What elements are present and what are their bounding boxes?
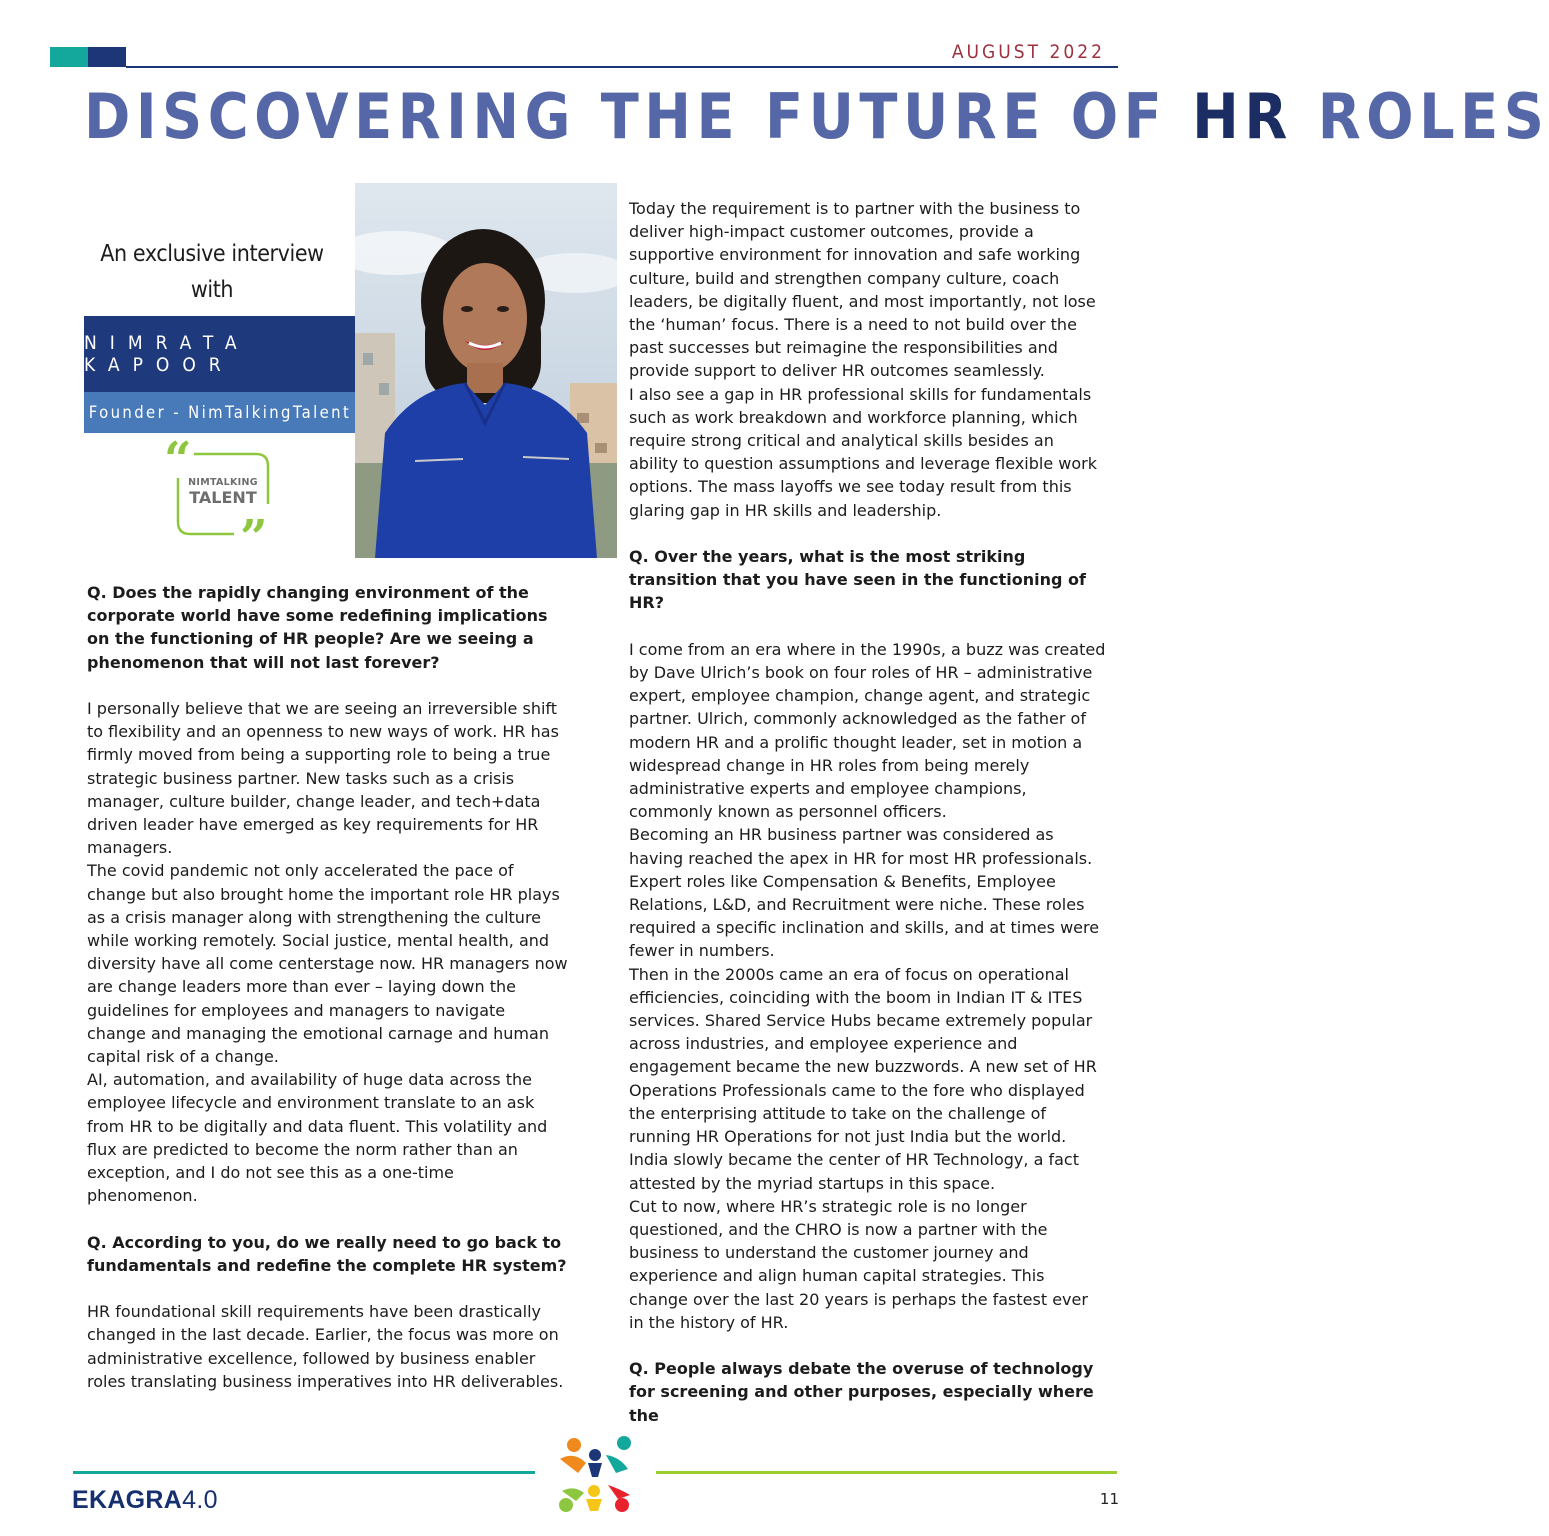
magazine-brand: [72, 1486, 218, 1515]
footer-rule-teal: [73, 1471, 535, 1474]
interviewee-name: NIMRATA KAPOOR: [84, 316, 356, 392]
svg-text:”: ”: [240, 510, 268, 566]
question-3: Q. Over the years, what is the most striking transition that you have seen in the functioning of HR?: [629, 547, 1086, 613]
question-2: Q. According to you, do we really need to go back to fundamentals and redefine the complete HR system?: [87, 1232, 567, 1275]
answer-3-paragraph-4: Cut to now, where HR’s strategic role is no longer questioned, and the CHRO is now a partner with the business to understand the customer journey and experience and align human capital strategies. This change over the last 20 years is perhaps the fastest ever in the history of HR.: [629, 1196, 1088, 1332]
interviewee-role: Founder - NimTalkingTalent: [84, 392, 356, 433]
answer-2-paragraph-3: I also see a gap in HR professional skills for fundamentals such as work breakdown and workforce planning, which require strong critical and analytical skills besides an ability to question assumptions and leverage flexible work options. The mass layoffs we see today result from this glaring gap in HR skills and leadership.: [629, 384, 1097, 520]
header-accent-navy: [88, 47, 126, 67]
answer-2-paragraph-2: Today the requirement is to partner with the business to deliver high-impact customer outcomes, provide a supportive environment for innovation and safe working culture, build and strengthen company culture, coach leaders, be digitally fluent, and most importantly, not lose the ‘human’ focus. There is a need to not build over the past successes but reimagine the responsibilities and provide support to deliver HR outcomes seamlessly.: [629, 199, 1096, 381]
article-right-column: [629, 197, 1107, 1427]
people-circle-logo-icon: [554, 1433, 636, 1515]
question-1: Q. Does the rapidly changing environment of the corporate world have some redefining implications on the functioning of HR people? Are we seeing a phenomenon that will not last forever?: [87, 583, 548, 672]
intro-line-1: An exclusive interview: [100, 241, 324, 267]
title-part-1: DISCOVERING THE FUTURE OF: [84, 80, 1193, 153]
page-title: [84, 78, 1549, 156]
answer-1-paragraph-1: I personally believe that we are seeing an irreversible shift to flexibility and an openness to new ways of work. HR has firmly moved from being a supporting role to being a true strategic business partner. New tasks such as a crisis manager, culture builder, change leader, and tech+data driven leader have emerged as key requirements for HR managers.: [87, 699, 559, 858]
header-rule: [126, 66, 1118, 68]
title-part-3: ROLES: [1292, 80, 1549, 153]
intro-line-2: with: [190, 277, 234, 303]
answer-3-paragraph-3: Then in the 2000s came an era of focus on operational efficiencies, coinciding with the boom in Indian IT & ITES services. Shared Service Hubs became extremely popular across industries, and employee experience and engagement became the new buzzwords. A new set of HR Operations Professionals came to the fore who displayed the enterprising attitude to take on the challenge of running HR Operations for not just India but the world. India slowly became the center of HR Technology, a fact attested by the myriad startups in this space.: [629, 964, 1097, 1193]
svg-text:“: “: [164, 432, 192, 488]
article-left-column: [87, 581, 569, 1393]
issue-date: AUGUST 2022: [951, 41, 1105, 63]
question-4: Q. People always debate the overuse of technology for screening and other purposes, especially where the: [629, 1359, 1094, 1425]
answer-3-paragraph-1: I come from an era where in the 1990s, a buzz was created by Dave Ulrich’s book on four roles of HR – administrative expert, employee champion, change agent, and strategic partner. Ulrich, commonly acknowledged as the father of modern HR and a prolific thought leader, set in motion a widespread change in HR roles from being merely administrative experts and employee champions, commonly known as personnel officers.: [629, 639, 1106, 822]
logo-line-2: TALENT: [189, 487, 257, 507]
portrait-image: [355, 183, 617, 558]
page-number: 11: [1099, 1490, 1119, 1508]
interviewee-photo: [355, 183, 617, 558]
brand-bold: EKAGRA: [72, 1486, 183, 1514]
answer-1-paragraph-3: AI, automation, and availability of huge data across the employee lifecycle and environment translate to an ask from HR to be digitally and data fluent. This volatility and flux are predicted to become the norm rather than an exception, and I do not see this as a one-time phenomenon.: [87, 1070, 548, 1206]
answer-1-paragraph-2: The covid pandemic not only accelerated the pace of change but also brought home the important role HR plays as a crisis manager along with strengthening the culture while working remotely. Social justice, mental health, and diversity have all come centerstage now. HR managers now are change leaders more than ever – laying down the guidelines for employees and managers to navigate change and managing the emotional carnage and human capital risk of a change.: [87, 861, 568, 1067]
intro-text: [84, 236, 340, 308]
nimtalking-talent-logo: [164, 432, 282, 566]
footer-rule-green: [656, 1471, 1117, 1474]
logo-line-1: NIMTALKING: [188, 477, 258, 488]
answer-2-paragraph-1: HR foundational skill requirements have been drastically changed in the last decade. Earlier, the focus was more on administrative excellence, followed by business enabler roles translating business imperatives into HR deliverables.: [87, 1302, 564, 1391]
brand-version: 4.0: [182, 1486, 218, 1514]
header-accent-teal: [50, 47, 88, 67]
answer-3-paragraph-2: Becoming an HR business partner was considered as having reached the apex in HR for most HR professionals. Expert roles like Compensation & Benefits, Employee Relations, L&D, and Recruitment were niche. These roles required a specific inclination and skills, and at times were fewer in numbers.: [629, 825, 1100, 961]
title-part-hr: HR: [1192, 80, 1293, 153]
